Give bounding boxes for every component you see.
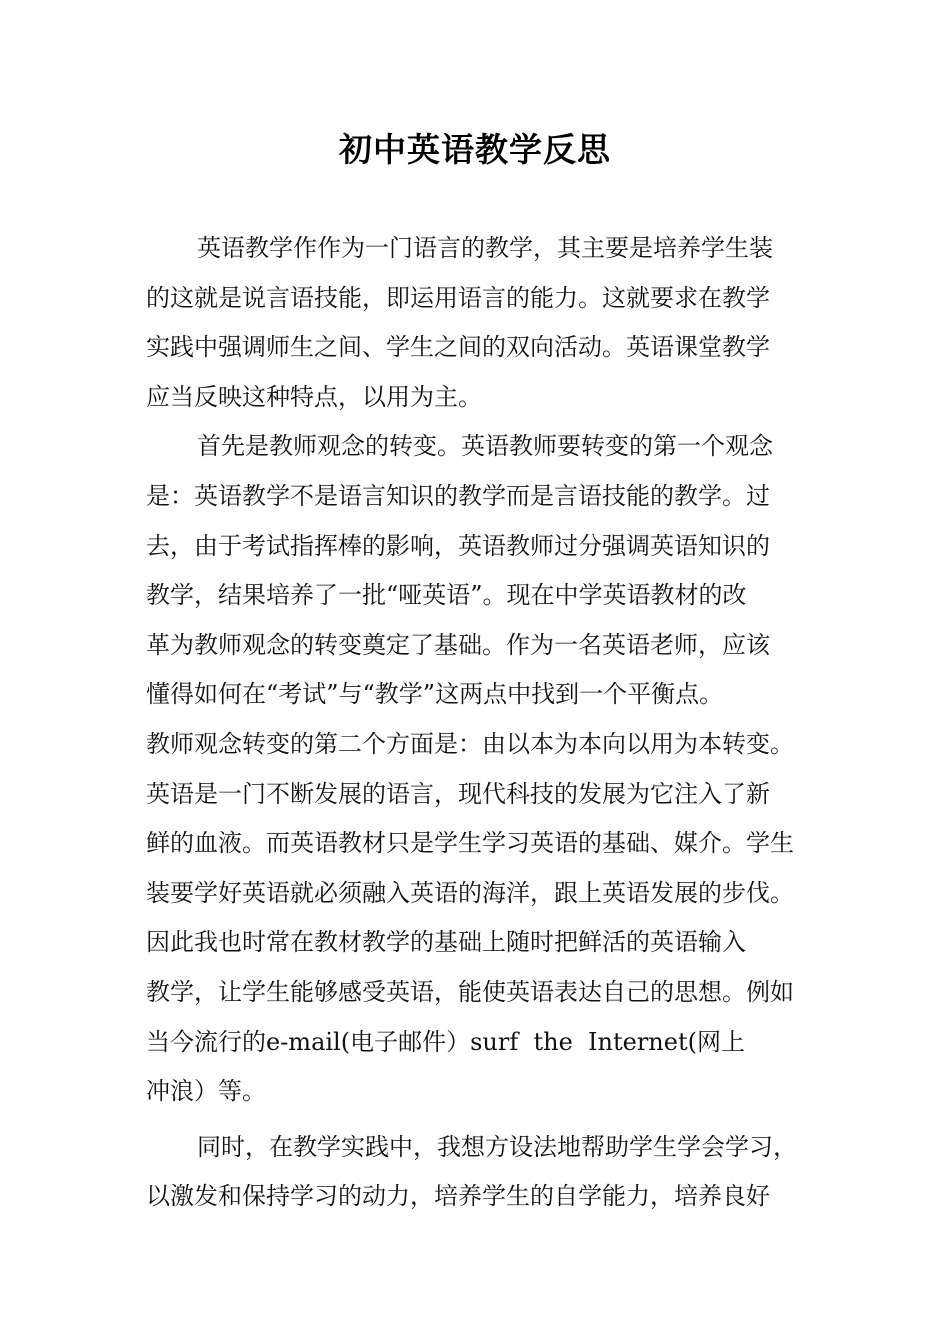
paragraph-line: 懂得如何在“考试”与“教学”这两点中找到一个平衡点。 — [146, 680, 724, 709]
document-title: 初中英语教学反思 — [339, 130, 611, 169]
paragraph-line: 的这就是说言语技能，即运用语言的能力。这就要求在教学 — [146, 283, 770, 312]
paragraph-line: 教师观念转变的第二个方面是：由以本为本向以用为本转变。 — [146, 729, 794, 758]
paragraph-line: 应当反映这种特点，以用为主。 — [146, 382, 482, 411]
paragraph-line: 教学，结果培养了一批“哑英语”。现在中学英语教材的改 — [146, 581, 747, 610]
paragraph-line: 同时，在教学实践中，我想方设法地帮助学生学会学习， — [197, 1132, 797, 1161]
paragraph-line: 实践中强调师生之间、学生之间的双向活动。英语课堂教学 — [146, 333, 770, 362]
paragraph-3 — [146, 1123, 816, 1222]
paragraph-line: 冲浪）等。 — [146, 1077, 266, 1106]
paragraph-line: 首先是教师观念的转变。英语教师要转变的第一个观念 — [197, 432, 773, 461]
paragraph-line: 装要学好英语就必须融入英语的海洋，跟上英语发展的步伐。 — [146, 878, 794, 907]
paragraph-line: 去，由于考试指挥棒的影响，英语教师过分强调英语知识的 — [146, 531, 770, 560]
paragraph-line: 英语是一门不断发展的语言，现代科技的发展为它注入了新 — [146, 779, 770, 808]
paragraph-2 — [146, 422, 816, 1116]
document-body — [146, 224, 816, 1222]
paragraph-line: 教学，让学生能够感受英语，能使英语表达自己的思想。例如 — [146, 977, 794, 1006]
paragraph-line: 是：英语教学不是语言知识的教学而是言语技能的教学。过 — [146, 481, 770, 510]
paragraph-line: 当今流行的e-mail(电子邮件）surf the Internet(网上 — [146, 1027, 745, 1056]
paragraph-line: 鲜的血液。而英语教材只是学生学习英语的基础、媒介。学生 — [146, 829, 794, 858]
paragraph-line: 英语教学作作为一门语言的教学，其主要是培养学生装 — [197, 234, 773, 262]
paragraph-line: 以激发和保持学习的动力，培养学生的自学能力，培养良好 — [146, 1182, 770, 1211]
paragraph-line: 因此我也时常在教材教学的基础上随时把鲜活的英语输入 — [146, 928, 746, 957]
paragraph-1 — [146, 224, 816, 422]
paragraph-line: 革为教师观念的转变奠定了基础。作为一名英语老师，应该 — [146, 630, 770, 659]
